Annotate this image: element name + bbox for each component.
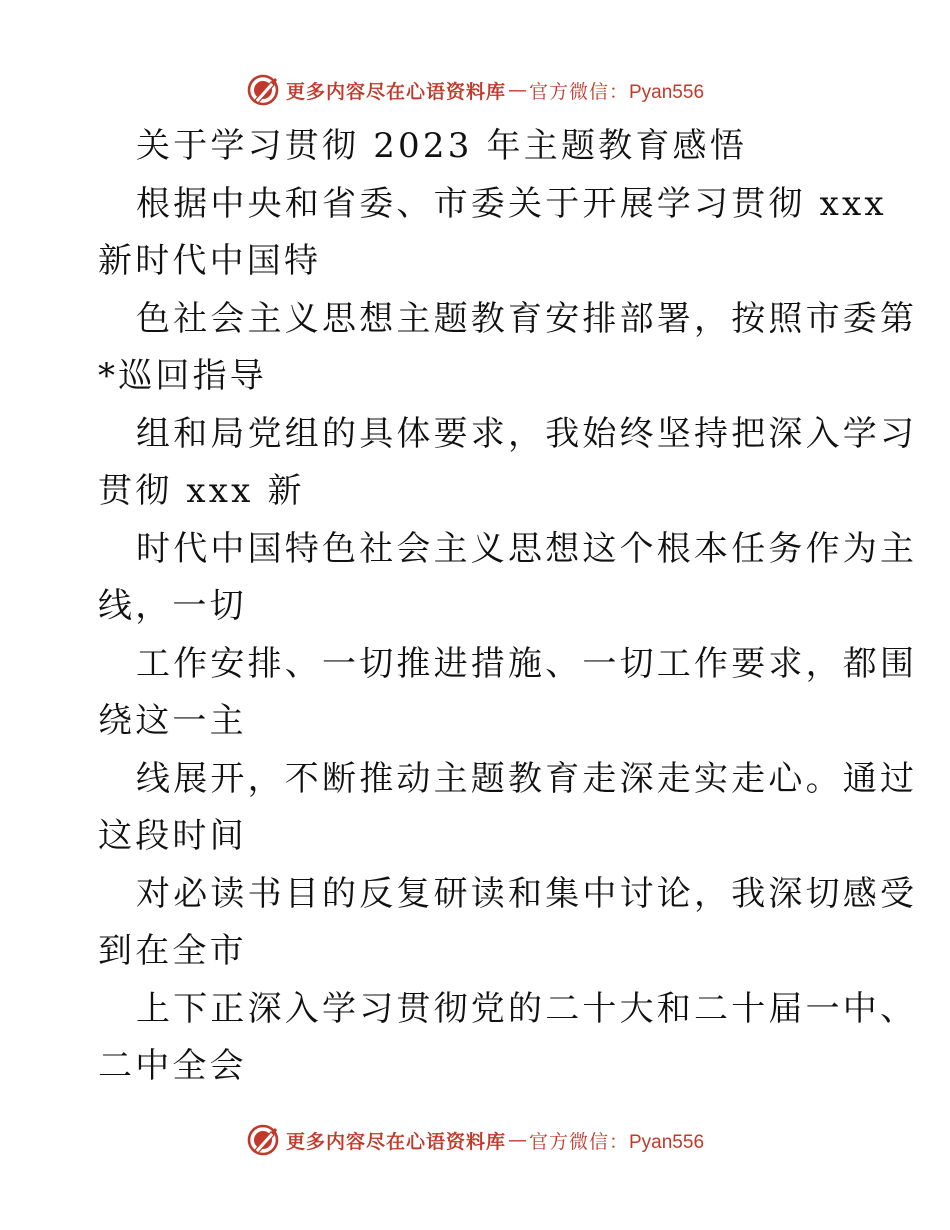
text-line: 新时代中国特: [98, 241, 322, 281]
text-line: 线，一切: [98, 586, 247, 626]
text-line: 绕这一主: [98, 701, 247, 741]
banner-contact: [529, 1127, 704, 1154]
text-line: 这段时间: [98, 816, 247, 856]
text-line: *巡回指导: [98, 356, 267, 396]
document-title: 关于学习贯彻 2023 年主题教育感悟: [136, 126, 747, 166]
contact-id: Pyan556: [629, 81, 705, 103]
text-line: 二中全会: [98, 1046, 247, 1086]
text-line: 对必读书目的反复研读和集中讨论，我深切感受: [136, 873, 918, 914]
pen-logo-icon: [246, 73, 280, 107]
text-line: 工作安排、一切推进措施、一切工作要求，都围: [136, 643, 918, 684]
contact-label: 官方微信：: [528, 1130, 629, 1153]
text-line: 线展开，不断推动主题教育走深走实走心。通过: [136, 758, 918, 799]
contact-label: 官方微信：: [528, 80, 629, 103]
document-body: [98, 118, 918, 1096]
text-line: 色社会主义思想主题教育安排部署，按照市委第: [136, 298, 918, 339]
text-line: 时代中国特色社会主义思想这个根本任务作为主: [136, 528, 918, 569]
banner-contact: [529, 77, 704, 104]
footer-banner: [0, 1120, 950, 1160]
banner-dash: —: [507, 79, 527, 101]
text-line: 根据中央和省委、市委关于开展学习贯彻 xxx: [136, 183, 887, 224]
banner-text: 更多内容尽在心语资料库: [285, 1130, 506, 1153]
text-line: 组和局党组的具体要求，我始终坚持把深入学习: [136, 413, 918, 454]
header-banner: [0, 70, 950, 110]
pen-logo-icon: [246, 1123, 280, 1157]
contact-id: Pyan556: [629, 1131, 705, 1153]
banner-text: 更多内容尽在心语资料库: [285, 80, 506, 103]
banner-dash: —: [507, 1129, 527, 1151]
text-line: 贯彻 xxx 新: [98, 471, 305, 511]
text-line: 上下正深入学习贯彻党的二十大和二十届一中、: [136, 988, 918, 1029]
text-line: 到在全市: [98, 931, 247, 971]
